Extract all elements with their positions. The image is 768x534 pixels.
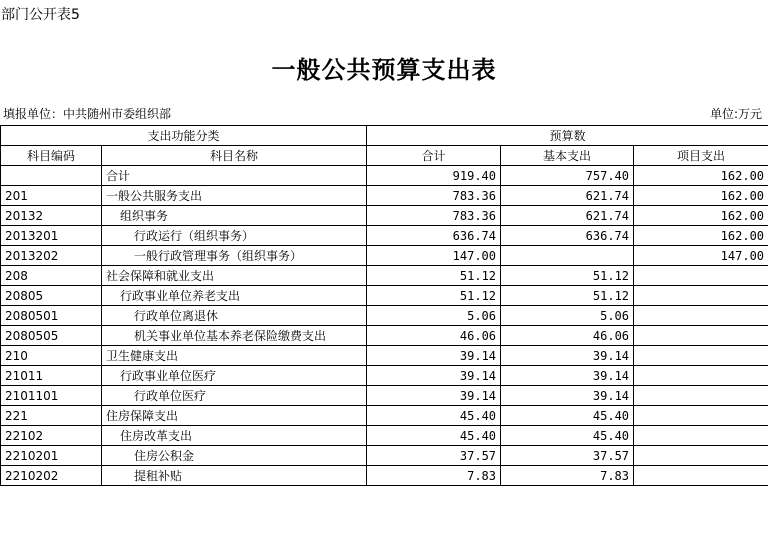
cell-project (634, 406, 768, 426)
cell-project (634, 266, 768, 286)
header-total: 合计 (367, 146, 501, 166)
cell-total: 46.06 (367, 326, 501, 346)
cell-name: 合计 (102, 166, 367, 186)
cell-total: 45.40 (367, 426, 501, 446)
cell-name: 社会保障和就业支出 (102, 266, 367, 286)
cell-total: 147.00 (367, 246, 501, 266)
cell-code: 2210201 (1, 446, 102, 466)
cell-total: 783.36 (367, 186, 501, 206)
cell-code: 22102 (1, 426, 102, 446)
header-basic: 基本支出 (501, 146, 634, 166)
cell-project (634, 466, 768, 486)
cell-project: 162.00 (634, 206, 768, 226)
cell-code: 208 (1, 266, 102, 286)
table-row (1, 246, 768, 266)
header-function-class: 支出功能分类 (1, 126, 367, 146)
cell-name: 卫生健康支出 (102, 346, 367, 366)
cell-name: 行政单位离退休 (102, 306, 367, 326)
cell-project (634, 426, 768, 446)
cell-basic: 39.14 (501, 346, 634, 366)
header-budget: 预算数 (367, 126, 768, 146)
cell-basic: 39.14 (501, 386, 634, 406)
table-row (1, 326, 768, 346)
table-row (1, 446, 768, 466)
cell-code: 2210202 (1, 466, 102, 486)
cell-name: 行政单位医疗 (102, 386, 367, 406)
cell-total: 636.74 (367, 226, 501, 246)
cell-project: 147.00 (634, 246, 768, 266)
header-row-group (1, 126, 768, 146)
header-row-columns (1, 146, 768, 166)
table-row (1, 386, 768, 406)
currency-unit: 单位:万元 (709, 107, 762, 121)
cell-total: 7.83 (367, 466, 501, 486)
page-title: 一般公共预算支出表 (271, 55, 497, 84)
header-code: 科目编码 (1, 146, 102, 166)
cell-code: 2013201 (1, 226, 102, 246)
cell-code: 201 (1, 186, 102, 206)
cell-basic: 37.57 (501, 446, 634, 466)
table-row (1, 226, 768, 246)
cell-name: 住房改革支出 (102, 426, 367, 446)
cell-project (634, 286, 768, 306)
cell-name: 行政运行（组织事务） (102, 226, 367, 246)
cell-basic: 39.14 (501, 366, 634, 386)
cell-code: 21011 (1, 366, 102, 386)
reporting-unit: 填报单位：中共随州市委组织部 (3, 107, 172, 121)
cell-total: 39.14 (367, 346, 501, 366)
cell-name: 机关事业单位基本养老保险缴费支出 (102, 326, 367, 346)
cell-basic: 621.74 (501, 206, 634, 226)
cell-basic: 51.12 (501, 266, 634, 286)
table-row (1, 206, 768, 226)
cell-basic: 757.40 (501, 166, 634, 186)
cell-name: 行政事业单位养老支出 (102, 286, 367, 306)
cell-basic (501, 246, 634, 266)
cell-name: 提租补贴 (102, 466, 367, 486)
cell-project (634, 326, 768, 346)
cell-project: 162.00 (634, 186, 768, 206)
table-row (1, 166, 768, 186)
cell-code: 2101101 (1, 386, 102, 406)
cell-name: 住房保障支出 (102, 406, 367, 426)
cell-code: 20805 (1, 286, 102, 306)
cell-project (634, 346, 768, 366)
cell-basic: 45.40 (501, 426, 634, 446)
header-name: 科目名称 (102, 146, 367, 166)
cell-total: 45.40 (367, 406, 501, 426)
cell-total: 783.36 (367, 206, 501, 226)
table-row (1, 346, 768, 366)
cell-project: 162.00 (634, 226, 768, 246)
cell-code: 2013202 (1, 246, 102, 266)
header-project: 项目支出 (634, 146, 768, 166)
cell-project (634, 306, 768, 326)
cell-name: 行政事业单位医疗 (102, 366, 367, 386)
cell-project (634, 386, 768, 406)
cell-total: 919.40 (367, 166, 501, 186)
cell-basic: 46.06 (501, 326, 634, 346)
cell-basic: 621.74 (501, 186, 634, 206)
cell-code: 2080505 (1, 326, 102, 346)
cell-total: 39.14 (367, 386, 501, 406)
table-row (1, 426, 768, 446)
table-row (1, 186, 768, 206)
cell-total: 51.12 (367, 286, 501, 306)
cell-basic: 7.83 (501, 466, 634, 486)
cell-name: 住房公积金 (102, 446, 367, 466)
table-row (1, 366, 768, 386)
cell-code: 2080501 (1, 306, 102, 326)
cell-total: 37.57 (367, 446, 501, 466)
cell-code: 221 (1, 406, 102, 426)
cell-basic: 51.12 (501, 286, 634, 306)
cell-project: 162.00 (634, 166, 768, 186)
cell-basic: 5.06 (501, 306, 634, 326)
cell-basic: 636.74 (501, 226, 634, 246)
cell-project (634, 446, 768, 466)
table-body (1, 166, 768, 486)
cell-project (634, 366, 768, 386)
cell-total: 5.06 (367, 306, 501, 326)
cell-name: 一般行政管理事务（组织事务） (102, 246, 367, 266)
cell-code: 20132 (1, 206, 102, 226)
cell-total: 51.12 (367, 266, 501, 286)
cell-name: 一般公共服务支出 (102, 186, 367, 206)
cell-name: 组织事务 (102, 206, 367, 226)
cell-code (1, 166, 102, 186)
table-row (1, 286, 768, 306)
table-row (1, 266, 768, 286)
table-row (1, 466, 768, 486)
budget-table (0, 125, 768, 486)
table-number-label: 部门公开表5 (1, 7, 80, 23)
cell-code: 210 (1, 346, 102, 366)
cell-total: 39.14 (367, 366, 501, 386)
table-row (1, 406, 768, 426)
table-row (1, 306, 768, 326)
cell-basic: 45.40 (501, 406, 634, 426)
